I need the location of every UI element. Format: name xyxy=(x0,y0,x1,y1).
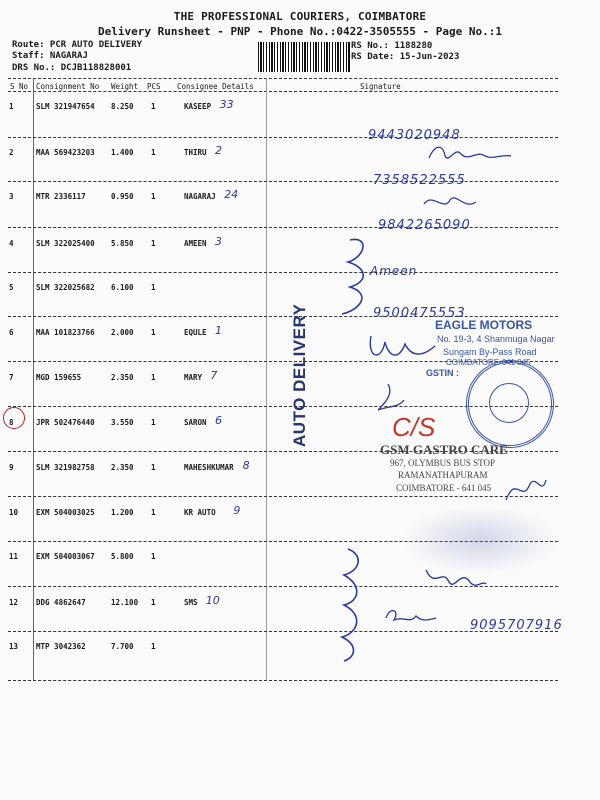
row-sno: 11 xyxy=(9,552,19,561)
row-pcs: 1 xyxy=(151,508,156,517)
row-consignment-no: DDG 4862647 xyxy=(36,598,86,607)
row-weight: 1.400 xyxy=(111,148,134,157)
signature-scribble xyxy=(380,602,440,632)
col-consignment: Consignment No xyxy=(36,82,100,91)
row-signature-text: 9095707916 xyxy=(470,618,563,633)
row-consignment-no: MGD 159655 xyxy=(36,373,82,382)
row-consignee: KR AUTO xyxy=(184,508,216,517)
signature-scribble xyxy=(425,140,515,170)
row-consignee: AMEEN xyxy=(184,239,207,248)
row-pcs: 1 xyxy=(151,192,156,201)
row-8-circle-mark xyxy=(3,407,25,429)
table-header-rule xyxy=(8,91,558,92)
row-consignment-no: EXM 504003025 xyxy=(36,508,95,517)
row-pcs: 1 xyxy=(151,373,156,382)
row-weight: 2.350 xyxy=(111,463,134,472)
row-weight: 2.350 xyxy=(111,373,134,382)
table-top-rule xyxy=(8,78,558,79)
row-separator xyxy=(8,272,558,273)
rs-date: RS Date: 15-Jun-2023 xyxy=(351,52,460,62)
row-sno: 3 xyxy=(9,192,14,201)
row-weight: 7.700 xyxy=(111,642,134,651)
row-signature-text: 9842265090 xyxy=(378,218,471,233)
row-consignment-no: JPR 502476440 xyxy=(36,418,95,427)
gsm-stamp-name: GSM GASTRO CARE xyxy=(380,442,508,457)
col-weight: Weight xyxy=(111,82,139,91)
row-weight: 1.200 xyxy=(111,508,134,517)
row-pcs: 1 xyxy=(151,418,156,427)
row-signature-text: 7358522555 xyxy=(373,173,466,188)
row-separator xyxy=(8,227,558,228)
eagle-motors-gstin: GSTIN : xyxy=(426,368,459,378)
staff-label: Staff: NAGARAJ xyxy=(12,51,88,61)
row-consignment-no: MAA 569423203 xyxy=(36,148,95,157)
row-sno: 1 xyxy=(9,102,14,111)
signature-scribble xyxy=(420,190,480,216)
row-pcs: 1 xyxy=(151,239,156,248)
row-sno: 9 xyxy=(9,463,14,472)
row-handwritten-number: 1 xyxy=(215,324,222,337)
route-label: Route: PCR AUTO DELIVERY xyxy=(12,40,143,50)
row-signature-text: 9500475553 xyxy=(373,306,466,321)
row-signature-text: Ameen xyxy=(370,264,418,278)
row-weight: 2.000 xyxy=(111,328,134,337)
row-separator xyxy=(8,496,558,497)
row-consignment-no: SLM 322025400 xyxy=(36,239,95,248)
signature-scribble xyxy=(330,232,380,322)
barcode xyxy=(258,42,350,72)
row-weight: 5.800 xyxy=(111,552,134,561)
row-consignee: MARY xyxy=(184,373,203,382)
row-consignment-no: SLM 322025682 xyxy=(36,283,95,292)
drs-number: DRS No.: DCJB118828001 xyxy=(12,63,132,73)
row-handwritten-number: 3 xyxy=(215,235,222,248)
row-handwritten-number: 24 xyxy=(224,188,239,201)
column-divider xyxy=(33,78,34,680)
row-weight: 12.100 xyxy=(111,598,139,607)
row-consignment-no: SLM 321947654 xyxy=(36,102,95,111)
eagle-motors-city: COIMBATORE-641 045 xyxy=(446,358,531,367)
runsheet-subtitle: Delivery Runsheet - PNP - Phone No.:0422-3505555 - Page No.:1 xyxy=(98,25,502,38)
row-consignee: NAGARAJ xyxy=(184,192,216,201)
signature-scribble xyxy=(365,328,445,368)
row-pcs: 1 xyxy=(151,283,156,292)
row-consignment-no: MTP 3042362 xyxy=(36,642,86,651)
row-consignee: THIRU xyxy=(184,148,207,157)
row-handwritten-number: 2 xyxy=(215,144,222,157)
row-consignee: EQULE xyxy=(184,328,207,337)
row-separator xyxy=(8,680,558,681)
row-weight: 5.850 xyxy=(111,239,134,248)
row-pcs: 1 xyxy=(151,148,156,157)
row-sno: 8 xyxy=(9,418,14,427)
eagle-motors-name: EAGLE MOTORS xyxy=(435,318,533,332)
faded-stamp xyxy=(400,505,560,575)
row-handwritten-number: 9 xyxy=(233,504,241,517)
col-pcs: PCS xyxy=(147,82,161,91)
cs-mark: C/S xyxy=(392,412,436,442)
gsm-stamp-city: COIMBATORE - 641 045 xyxy=(396,483,492,493)
row-pcs: 1 xyxy=(151,552,156,561)
row-consignee: SMS xyxy=(184,598,198,607)
row-handwritten-number: 8 xyxy=(242,459,250,472)
row-pcs: 1 xyxy=(151,328,156,337)
auto-delivery-text: AUTO DELIVERY xyxy=(290,303,309,447)
row-sno: 13 xyxy=(9,642,19,651)
row-pcs: 1 xyxy=(151,598,156,607)
row-sno: 6 xyxy=(9,328,14,337)
row-separator xyxy=(8,137,558,138)
row-sno: 4 xyxy=(9,239,14,248)
signature-scribble xyxy=(500,470,550,510)
row-weight: 0.950 xyxy=(111,192,134,201)
row-sno: 2 xyxy=(9,148,14,157)
row-consignee: SARON xyxy=(184,418,207,427)
company-title: THE PROFESSIONAL COURIERS, COIMBATORE xyxy=(173,10,427,23)
row-separator xyxy=(8,631,558,632)
eagle-motors-address2: Sungam By-Pass Road xyxy=(443,347,537,357)
row-handwritten-number: 33 xyxy=(219,98,234,111)
row-pcs: 1 xyxy=(151,102,156,111)
row-consignment-no: EXM 504003067 xyxy=(36,552,95,561)
round-seal xyxy=(466,360,554,448)
row-sno: 5 xyxy=(9,283,14,292)
row-pcs: 1 xyxy=(151,642,156,651)
gsm-stamp-address2: RAMANATHAPURAM xyxy=(398,470,488,480)
row-handwritten-number: 6 xyxy=(215,414,222,427)
row-consignment-no: SLM 321982758 xyxy=(36,463,95,472)
col-consignee: Consignee Details xyxy=(177,82,254,91)
row-weight: 8.250 xyxy=(111,102,134,111)
row-handwritten-number: 7 xyxy=(210,369,218,382)
signature-scribble xyxy=(330,545,370,665)
row-consignee: KASEEP xyxy=(184,102,212,111)
col-sno: S No xyxy=(10,82,29,91)
row-pcs: 1 xyxy=(151,463,156,472)
row-weight: 3.550 xyxy=(111,418,134,427)
row-signature-text: 9443020948 xyxy=(368,128,461,143)
row-weight: 6.100 xyxy=(111,283,134,292)
column-divider xyxy=(266,78,267,680)
col-signature: Signature xyxy=(360,82,401,91)
row-sno: 7 xyxy=(9,373,14,382)
row-consignment-no: MTR 2336117 xyxy=(36,192,86,201)
eagle-motors-address1: No. 19-3, 4 Shanmuga Nagar xyxy=(437,334,555,344)
row-handwritten-number: 10 xyxy=(205,594,220,607)
auto-delivery-stamp xyxy=(282,282,322,452)
rs-number: RS No.: 1188280 xyxy=(351,41,433,51)
row-sno: 12 xyxy=(9,598,19,607)
row-separator xyxy=(8,181,558,182)
gsm-stamp-address1: 967, OLYMBUS BUS STOP xyxy=(390,458,495,468)
row-sno: 10 xyxy=(9,508,19,517)
row-consignment-no: MAA 101823766 xyxy=(36,328,95,337)
row-consignee: MAHESHKUMAR xyxy=(184,463,234,472)
